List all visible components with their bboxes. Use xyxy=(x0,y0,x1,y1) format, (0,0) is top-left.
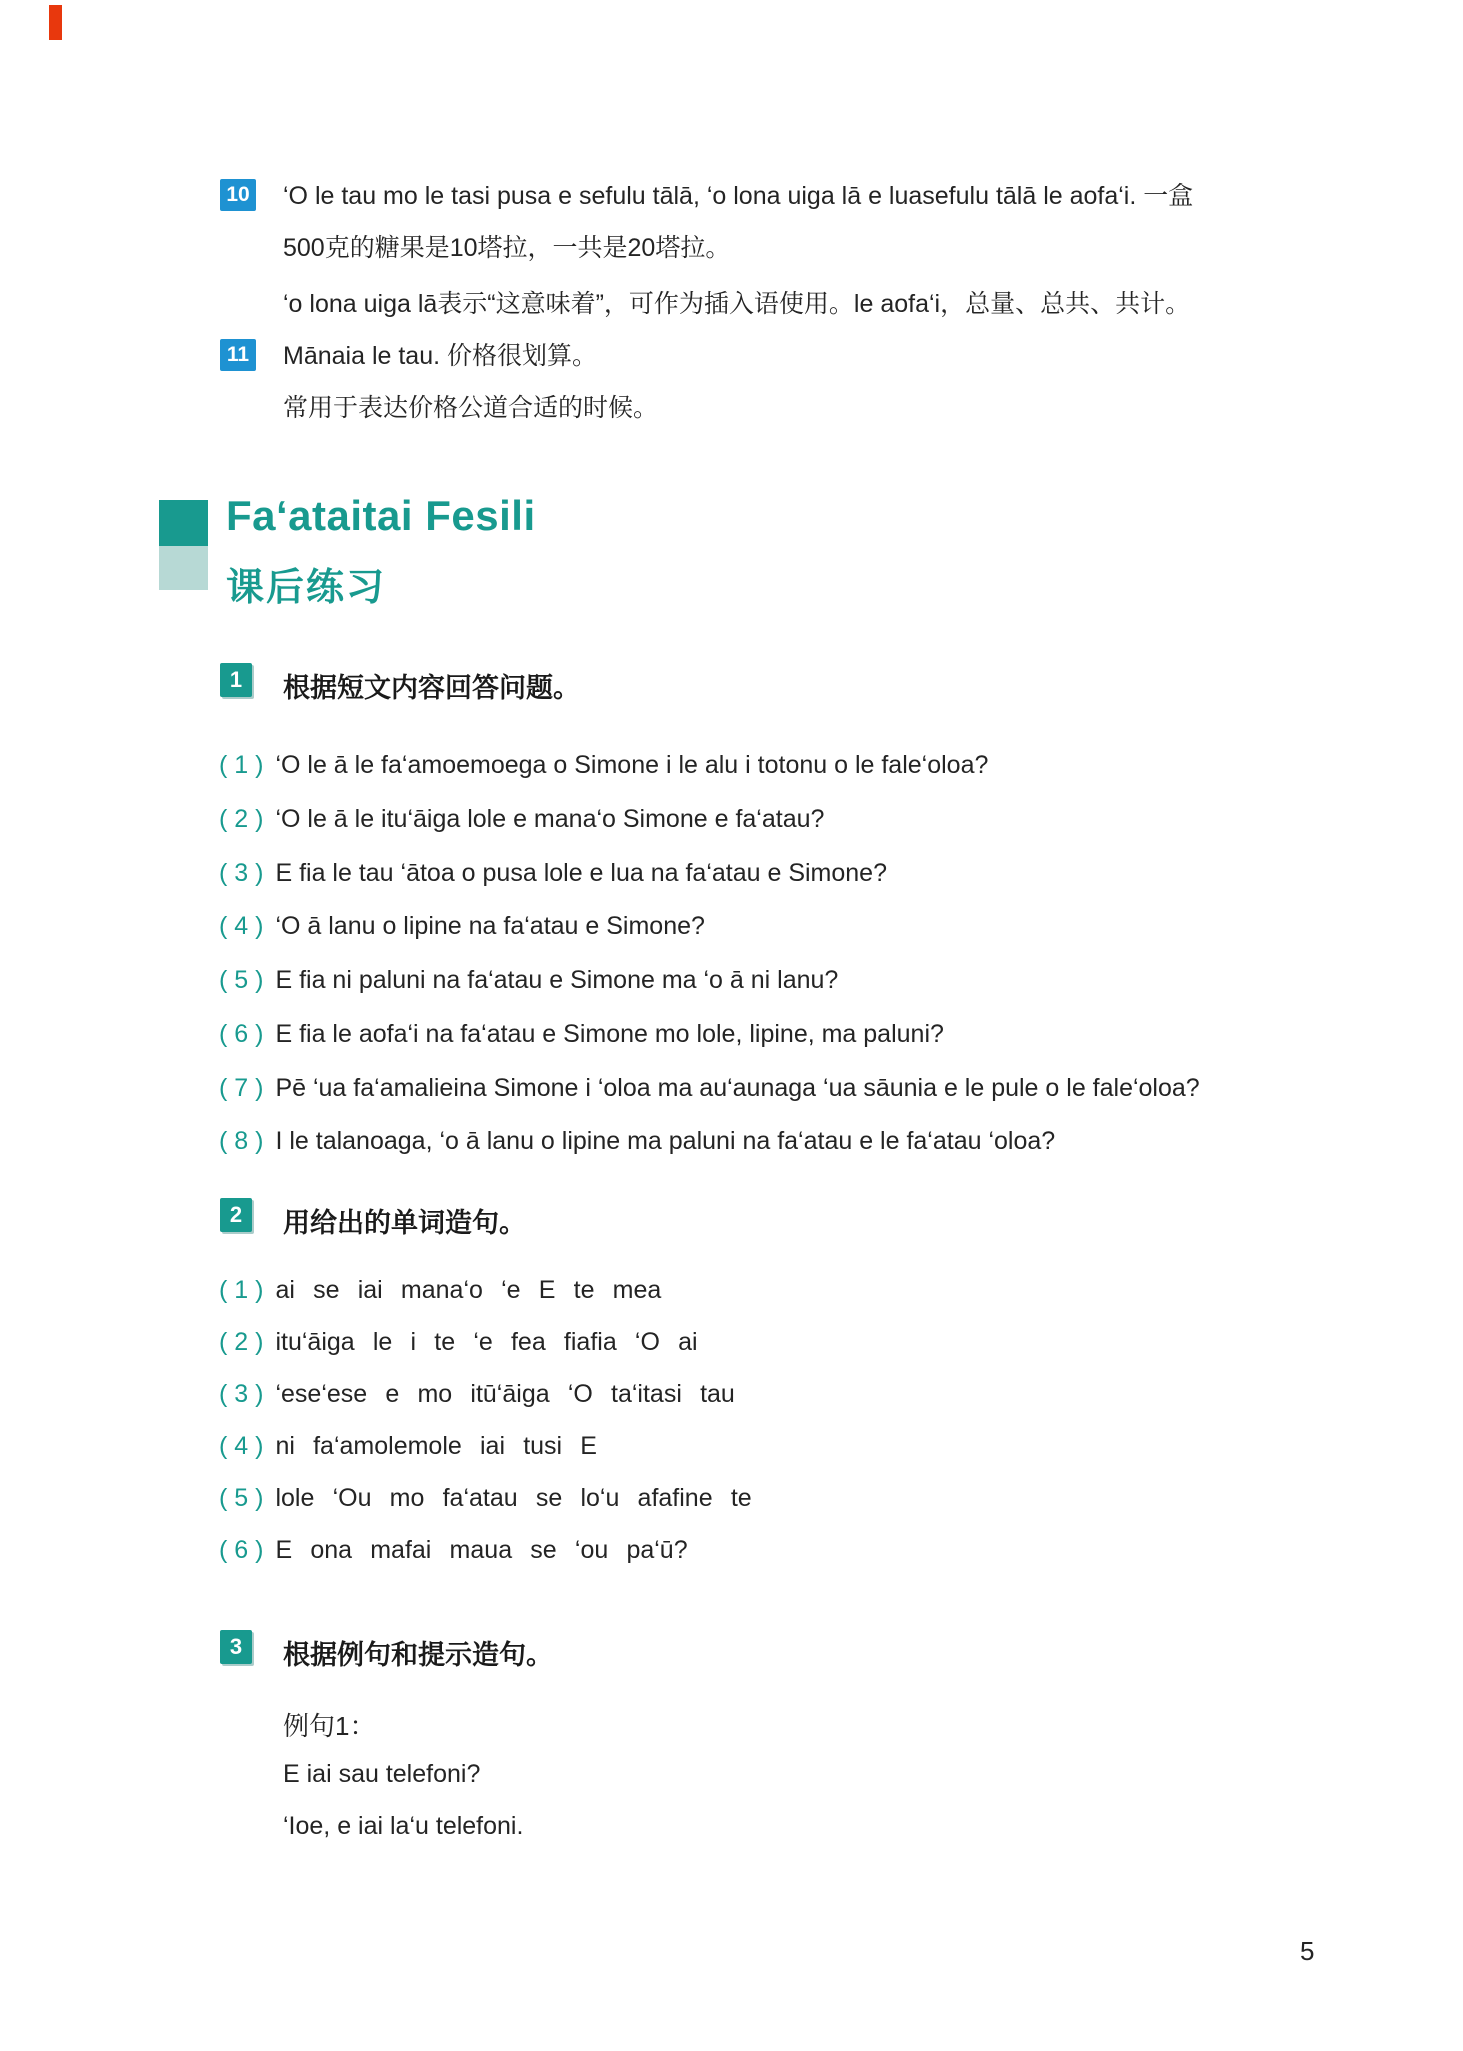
question-row xyxy=(219,1127,1055,1156)
question-text: ‘O le ā le fa‘amoemoega o Simone i le alu i totonu o le fale‘oloa? xyxy=(275,751,989,779)
red-bleed-mark xyxy=(49,5,62,40)
example-label: 例句1： xyxy=(283,1711,376,1741)
item-number: ( 1 ) xyxy=(219,1276,264,1304)
question-row xyxy=(219,805,824,834)
note-11-line-1: Mānaia le tau. 价格很划算。 xyxy=(283,342,597,370)
exercise-number-badge: 1 xyxy=(220,663,252,697)
note-number-badge: 11 xyxy=(220,339,256,371)
section-marker-light-square xyxy=(159,546,208,590)
item-text: E ona mafai maua se ‘ou pa‘ū? xyxy=(275,1536,688,1564)
question-number: ( 2 ) xyxy=(219,805,264,833)
item-text: ai se iai mana‘o ‘e E te mea xyxy=(275,1276,662,1304)
section-marker-dark-square xyxy=(159,500,208,546)
exercise-2-title: 用给出的单词造句。 xyxy=(283,1208,526,1238)
page-number: 5 xyxy=(1300,1936,1315,1966)
item-number: ( 3 ) xyxy=(219,1380,264,1408)
word-order-item xyxy=(219,1380,735,1409)
section-title-samoan: Fa‘ataitai Fesili xyxy=(226,492,536,539)
question-row xyxy=(219,912,705,941)
question-number: ( 6 ) xyxy=(219,1020,264,1048)
note-11-explanation: 常用于表达价格公道合适的时候。 xyxy=(283,394,659,422)
word-order-item xyxy=(219,1536,688,1565)
item-text: lole ‘Ou mo fa‘atau se lo‘u afafine te xyxy=(275,1484,752,1512)
exercise-3-title: 根据例句和提示造句。 xyxy=(283,1640,553,1670)
item-number: ( 6 ) xyxy=(219,1536,264,1564)
question-text: Pē ‘ua fa‘amalieina Simone i ‘oloa ma au‘aunaga ‘ua sāunia e le pule o le fale‘oloa? xyxy=(275,1074,1200,1102)
word-order-item xyxy=(219,1276,661,1305)
question-number: ( 5 ) xyxy=(219,966,264,994)
question-number: ( 4 ) xyxy=(219,912,264,940)
note-number-badge: 10 xyxy=(220,179,256,211)
example-question: E iai sau telefoni? xyxy=(283,1760,481,1788)
question-row xyxy=(219,966,838,995)
note-10-explanation: ‘o lona uiga lā表示“这意味着”，可作为插入语使用。le aofa‘i，总量、总共、共计。 xyxy=(283,290,1191,318)
item-text: ni fa‘amolemole iai tusi E xyxy=(275,1432,597,1460)
exercise-number-badge: 3 xyxy=(220,1630,252,1664)
question-text: E fia le tau ‘ātoa o pusa lole e lua na fa‘atau e Simone? xyxy=(275,859,887,887)
example-answer: ‘Ioe, e iai la‘u telefoni. xyxy=(283,1812,524,1840)
item-text: ‘ese‘ese e mo itū‘āiga ‘O ta‘itasi tau xyxy=(275,1380,735,1408)
exercise-number-badge: 2 xyxy=(220,1198,252,1232)
question-text: I le talanoaga, ‘o ā lanu o lipine ma paluni na fa‘atau e le fa‘atau ‘oloa? xyxy=(275,1127,1056,1155)
question-text: ‘O le ā le itu‘āiga lole e mana‘o Simone e fa‘atau? xyxy=(275,805,825,833)
question-text: ‘O ā lanu o lipine na fa‘atau e Simone? xyxy=(275,912,705,940)
question-number: ( 7 ) xyxy=(219,1074,264,1102)
item-number: ( 4 ) xyxy=(219,1432,264,1460)
question-row xyxy=(219,751,988,780)
question-number: ( 3 ) xyxy=(219,859,264,887)
question-text: E fia ni paluni na fa‘atau e Simone ma ‘o ā ni lanu? xyxy=(275,966,839,994)
word-order-item xyxy=(219,1432,597,1461)
note-10-line-2: 500克的糖果是10塔拉，一共是20塔拉。 xyxy=(283,234,731,262)
exercise-1-title: 根据短文内容回答问题。 xyxy=(283,673,580,703)
note-10-line-1: ‘O le tau mo le tasi pusa e sefulu tālā, ‘o lona uiga lā e luasefulu tālā le aofa‘i. 一盒 xyxy=(283,182,1194,210)
question-number: ( 8 ) xyxy=(219,1127,264,1155)
question-number: ( 1 ) xyxy=(219,751,264,779)
word-order-item xyxy=(219,1484,752,1513)
item-text: itu‘āiga le i te ‘e fea fiafia ‘O ai xyxy=(275,1328,698,1356)
word-order-item xyxy=(219,1328,698,1357)
question-row xyxy=(219,859,887,888)
section-title-chinese: 课后练习 xyxy=(226,567,387,609)
question-text: E fia le aofa‘i na fa‘atau e Simone mo lole, lipine, ma paluni? xyxy=(275,1020,944,1048)
question-row xyxy=(219,1020,944,1049)
item-number: ( 2 ) xyxy=(219,1328,264,1356)
question-row xyxy=(219,1074,1200,1103)
item-number: ( 5 ) xyxy=(219,1484,264,1512)
